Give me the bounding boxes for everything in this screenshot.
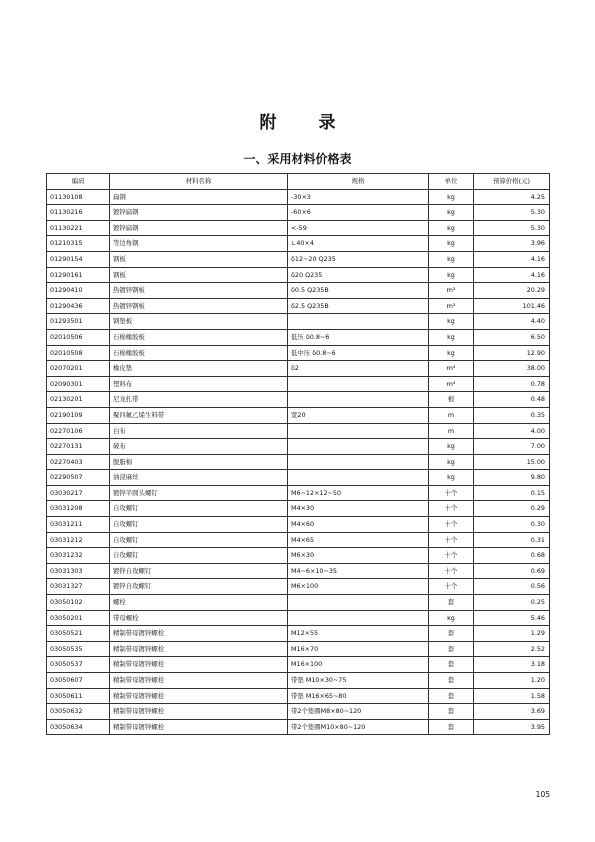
cell-spec: [288, 392, 429, 408]
cell-price: 0.29: [474, 501, 550, 517]
cell-material-name: 自攻螺钉: [110, 532, 288, 548]
cell-code: 03050537: [47, 657, 110, 673]
table-row: [47, 626, 550, 642]
cell-unit: 十个: [429, 563, 474, 579]
cell-price: 0.31: [474, 532, 550, 548]
cell-spec: -30×3: [288, 189, 429, 205]
table-row: [47, 439, 550, 455]
cell-price: 101.46: [474, 298, 550, 314]
table-row: [47, 345, 550, 361]
cell-code: 01293501: [47, 314, 110, 330]
cell-spec: [288, 439, 429, 455]
cell-unit: 十个: [429, 501, 474, 517]
cell-price: 4.00: [474, 423, 550, 439]
cell-unit: 十个: [429, 517, 474, 533]
page-number: 105: [535, 790, 550, 799]
cell-unit: 套: [429, 657, 474, 673]
cell-price: 6.50: [474, 329, 550, 345]
cell-price: 0.35: [474, 407, 550, 423]
cell-material-name: 镀锌扁钢: [110, 205, 288, 221]
table-row: [47, 376, 550, 392]
cell-code: 03050102: [47, 595, 110, 611]
cell-price: 38.00: [474, 361, 550, 377]
cell-code: 02190109: [47, 407, 110, 423]
table-row: [47, 189, 550, 205]
cell-unit: kg: [429, 220, 474, 236]
table-row: [47, 501, 550, 517]
cell-unit: kg: [429, 267, 474, 283]
cell-price: 0.30: [474, 517, 550, 533]
cell-price: 0.69: [474, 563, 550, 579]
table-row: [47, 392, 550, 408]
cell-material-name: 脱脂棉: [110, 454, 288, 470]
cell-spec: [288, 470, 429, 486]
cell-unit: kg: [429, 314, 474, 330]
header-spec: 规格: [288, 174, 429, 190]
cell-unit: kg: [429, 205, 474, 221]
table-header-row: [47, 174, 550, 190]
cell-spec: M6×30: [288, 548, 429, 564]
cell-spec: [288, 314, 429, 330]
cell-material-name: 精制带母镀锌螺栓: [110, 673, 288, 689]
table-row: [47, 220, 550, 236]
cell-spec: [288, 423, 429, 439]
cell-spec: ∟40×4: [288, 236, 429, 252]
cell-spec: 宽20: [288, 407, 429, 423]
table-row: [47, 595, 550, 611]
cell-unit: 十个: [429, 532, 474, 548]
cell-material-name: 镀锌半圆头螺钉: [110, 485, 288, 501]
cell-price: 12.90: [474, 345, 550, 361]
cell-spec: [288, 595, 429, 611]
table-row: [47, 641, 550, 657]
cell-material-name: 等边角钢: [110, 236, 288, 252]
cell-price: 5.46: [474, 610, 550, 626]
cell-spec: -60×6: [288, 205, 429, 221]
cell-price: 20.29: [474, 283, 550, 299]
cell-price: 9.80: [474, 470, 550, 486]
cell-code: 02070201: [47, 361, 110, 377]
cell-material-name: 热镀锌钢板: [110, 283, 288, 299]
cell-unit: 套: [429, 626, 474, 642]
cell-code: 03050611: [47, 688, 110, 704]
cell-spec: δ12~20 Q235: [288, 251, 429, 267]
table-row: [47, 719, 550, 735]
cell-price: 1.29: [474, 626, 550, 642]
table-row: [47, 704, 550, 720]
cell-price: 0.78: [474, 376, 550, 392]
cell-material-name: 钢板: [110, 267, 288, 283]
cell-code: 01290410: [47, 283, 110, 299]
cell-spec: δ20 Q235: [288, 267, 429, 283]
cell-price: 0.56: [474, 579, 550, 595]
cell-spec: M6×100: [288, 579, 429, 595]
cell-unit: m²: [429, 361, 474, 377]
cell-unit: 十个: [429, 579, 474, 595]
section-title: 一、采用材料价格表: [243, 152, 352, 166]
table-row: [47, 298, 550, 314]
cell-material-name: 精制带母镀锌螺栓: [110, 688, 288, 704]
cell-price: 4.40: [474, 314, 550, 330]
cell-code: 03050535: [47, 641, 110, 657]
table-row: [47, 470, 550, 486]
cell-material-name: 精制带母镀锌螺栓: [110, 704, 288, 720]
cell-unit: 十个: [429, 548, 474, 564]
cell-price: 5.30: [474, 220, 550, 236]
cell-price: 4.16: [474, 251, 550, 267]
cell-code: 03050632: [47, 704, 110, 720]
cell-material-name: 钢板: [110, 251, 288, 267]
cell-spec: δ2: [288, 361, 429, 377]
material-price-table: [46, 173, 550, 735]
cell-code: 03050201: [47, 610, 110, 626]
table-row: [47, 251, 550, 267]
table-row: [47, 688, 550, 704]
cell-code: 03050634: [47, 719, 110, 735]
table-row: [47, 329, 550, 345]
cell-unit: kg: [429, 236, 474, 252]
cell-spec: 带垫 M10×30~75: [288, 673, 429, 689]
cell-spec: [288, 610, 429, 626]
header-unit: 单位: [429, 174, 474, 190]
table-row: [47, 517, 550, 533]
cell-price: 3.69: [474, 704, 550, 720]
cell-spec: M4×60: [288, 517, 429, 533]
cell-material-name: 石棉橡胶板: [110, 345, 288, 361]
cell-spec: M4×65: [288, 532, 429, 548]
table-row: [47, 314, 550, 330]
cell-price: 0.25: [474, 595, 550, 611]
cell-spec: M12×55: [288, 626, 429, 642]
cell-price: 3.95: [474, 719, 550, 735]
cell-spec: M4×30: [288, 501, 429, 517]
cell-material-name: 自攻螺钉: [110, 548, 288, 564]
cell-material-name: 精制带母镀锌螺栓: [110, 719, 288, 735]
cell-material-name: 尼龙扎带: [110, 392, 288, 408]
table-row: [47, 407, 550, 423]
table-row: [47, 532, 550, 548]
cell-unit: kg: [429, 439, 474, 455]
cell-material-name: 精制带母镀锌螺栓: [110, 657, 288, 673]
cell-price: 4.16: [474, 267, 550, 283]
cell-code: 03050521: [47, 626, 110, 642]
cell-code: 03031327: [47, 579, 110, 595]
cell-spec: 带2个垫圈M10×80~120: [288, 719, 429, 735]
cell-spec: M6~12×12~50: [288, 485, 429, 501]
table-row: [47, 563, 550, 579]
cell-code: 03031303: [47, 563, 110, 579]
header-material-name: 材料名称: [110, 174, 288, 190]
cell-spec: [288, 454, 429, 470]
table-row: [47, 267, 550, 283]
cell-price: 0.15: [474, 485, 550, 501]
cell-code: 01290154: [47, 251, 110, 267]
cell-unit: kg: [429, 189, 474, 205]
cell-spec: δ0.5 Q235B: [288, 283, 429, 299]
table-row: [47, 236, 550, 252]
cell-spec: M16×100: [288, 657, 429, 673]
cell-code: 02290507: [47, 470, 110, 486]
cell-material-name: 塑料布: [110, 376, 288, 392]
cell-code: 02270403: [47, 454, 110, 470]
cell-code: 02270131: [47, 439, 110, 455]
cell-unit: 套: [429, 673, 474, 689]
cell-material-name: 镀锌自攻螺钉: [110, 563, 288, 579]
cell-unit: kg: [429, 251, 474, 267]
cell-unit: 套: [429, 688, 474, 704]
cell-material-name: 镀锌自攻螺钉: [110, 579, 288, 595]
table-row: [47, 423, 550, 439]
cell-spec: [288, 376, 429, 392]
cell-unit: m²: [429, 376, 474, 392]
cell-material-name: 石棉橡胶板: [110, 329, 288, 345]
table-row: [47, 361, 550, 377]
cell-price: 3.18: [474, 657, 550, 673]
cell-unit: 套: [429, 595, 474, 611]
cell-material-name: 自攻螺钉: [110, 501, 288, 517]
cell-unit: kg: [429, 610, 474, 626]
cell-spec: 带2个垫圈M8×80~120: [288, 704, 429, 720]
cell-unit: 根: [429, 392, 474, 408]
cell-code: 03031211: [47, 517, 110, 533]
table-row: [47, 610, 550, 626]
cell-unit: kg: [429, 345, 474, 361]
header-code: 编码: [47, 174, 110, 190]
cell-unit: 套: [429, 719, 474, 735]
cell-material-name: 破布: [110, 439, 288, 455]
cell-unit: m: [429, 423, 474, 439]
cell-material-name: 扁钢: [110, 189, 288, 205]
cell-spec: δ2.5 Q235B: [288, 298, 429, 314]
cell-material-name: 油浸麻丝: [110, 470, 288, 486]
cell-code: 01130216: [47, 205, 110, 221]
cell-spec: M16×70: [288, 641, 429, 657]
cell-material-name: 白布: [110, 423, 288, 439]
cell-spec: M4~6×10~35: [288, 563, 429, 579]
cell-code: 02090301: [47, 376, 110, 392]
cell-code: 02270106: [47, 423, 110, 439]
cell-code: 01290161: [47, 267, 110, 283]
table-row: [47, 657, 550, 673]
cell-unit: m²: [429, 298, 474, 314]
cell-material-name: 精制带母镀锌螺栓: [110, 626, 288, 642]
table-row: [47, 485, 550, 501]
cell-price: 0.48: [474, 392, 550, 408]
cell-material-name: 热镀锌钢板: [110, 298, 288, 314]
cell-spec: 带垫 M16×65~80: [288, 688, 429, 704]
page-title: 附 录: [259, 113, 354, 133]
cell-price: 4.25: [474, 189, 550, 205]
cell-unit: kg: [429, 454, 474, 470]
cell-unit: 十个: [429, 485, 474, 501]
cell-price: 7.00: [474, 439, 550, 455]
cell-material-name: 精制带母镀锌螺栓: [110, 641, 288, 657]
cell-material-name: 聚四氟乙烯生料带: [110, 407, 288, 423]
table-row: [47, 673, 550, 689]
table-row: [47, 548, 550, 564]
cell-material-name: 带母螺栓: [110, 610, 288, 626]
cell-code: 02010506: [47, 329, 110, 345]
table-row: [47, 283, 550, 299]
cell-price: 15.00: [474, 454, 550, 470]
cell-material-name: 螺栓: [110, 595, 288, 611]
cell-material-name: 橡皮垫: [110, 361, 288, 377]
cell-code: 03030217: [47, 485, 110, 501]
cell-code: 01130221: [47, 220, 110, 236]
table-row: [47, 454, 550, 470]
cell-spec: 低压 δ0.8~6: [288, 329, 429, 345]
table-row: [47, 205, 550, 221]
cell-material-name: 镀锌扁钢: [110, 220, 288, 236]
cell-unit: 套: [429, 704, 474, 720]
cell-material-name: 钢垫板: [110, 314, 288, 330]
cell-code: 03031212: [47, 532, 110, 548]
cell-code: 02130201: [47, 392, 110, 408]
cell-unit: m²: [429, 283, 474, 299]
cell-unit: kg: [429, 470, 474, 486]
cell-code: 03050607: [47, 673, 110, 689]
cell-code: 03031208: [47, 501, 110, 517]
cell-material-name: 自攻螺钉: [110, 517, 288, 533]
cell-price: 2.52: [474, 641, 550, 657]
header-price: 预算价格(元): [474, 174, 550, 190]
cell-code: 01210315: [47, 236, 110, 252]
cell-code: 01130108: [47, 189, 110, 205]
cell-unit: kg: [429, 329, 474, 345]
cell-spec: 低中压 δ0.8~6: [288, 345, 429, 361]
cell-code: 02010508: [47, 345, 110, 361]
table-row: [47, 579, 550, 595]
cell-spec: <-59: [288, 220, 429, 236]
cell-price: 1.20: [474, 673, 550, 689]
cell-unit: 套: [429, 641, 474, 657]
cell-code: 01290436: [47, 298, 110, 314]
cell-price: 1.58: [474, 688, 550, 704]
cell-code: 03031232: [47, 548, 110, 564]
cell-unit: m: [429, 407, 474, 423]
cell-price: 3.96: [474, 236, 550, 252]
cell-price: 0.68: [474, 548, 550, 564]
cell-price: 5.30: [474, 205, 550, 221]
